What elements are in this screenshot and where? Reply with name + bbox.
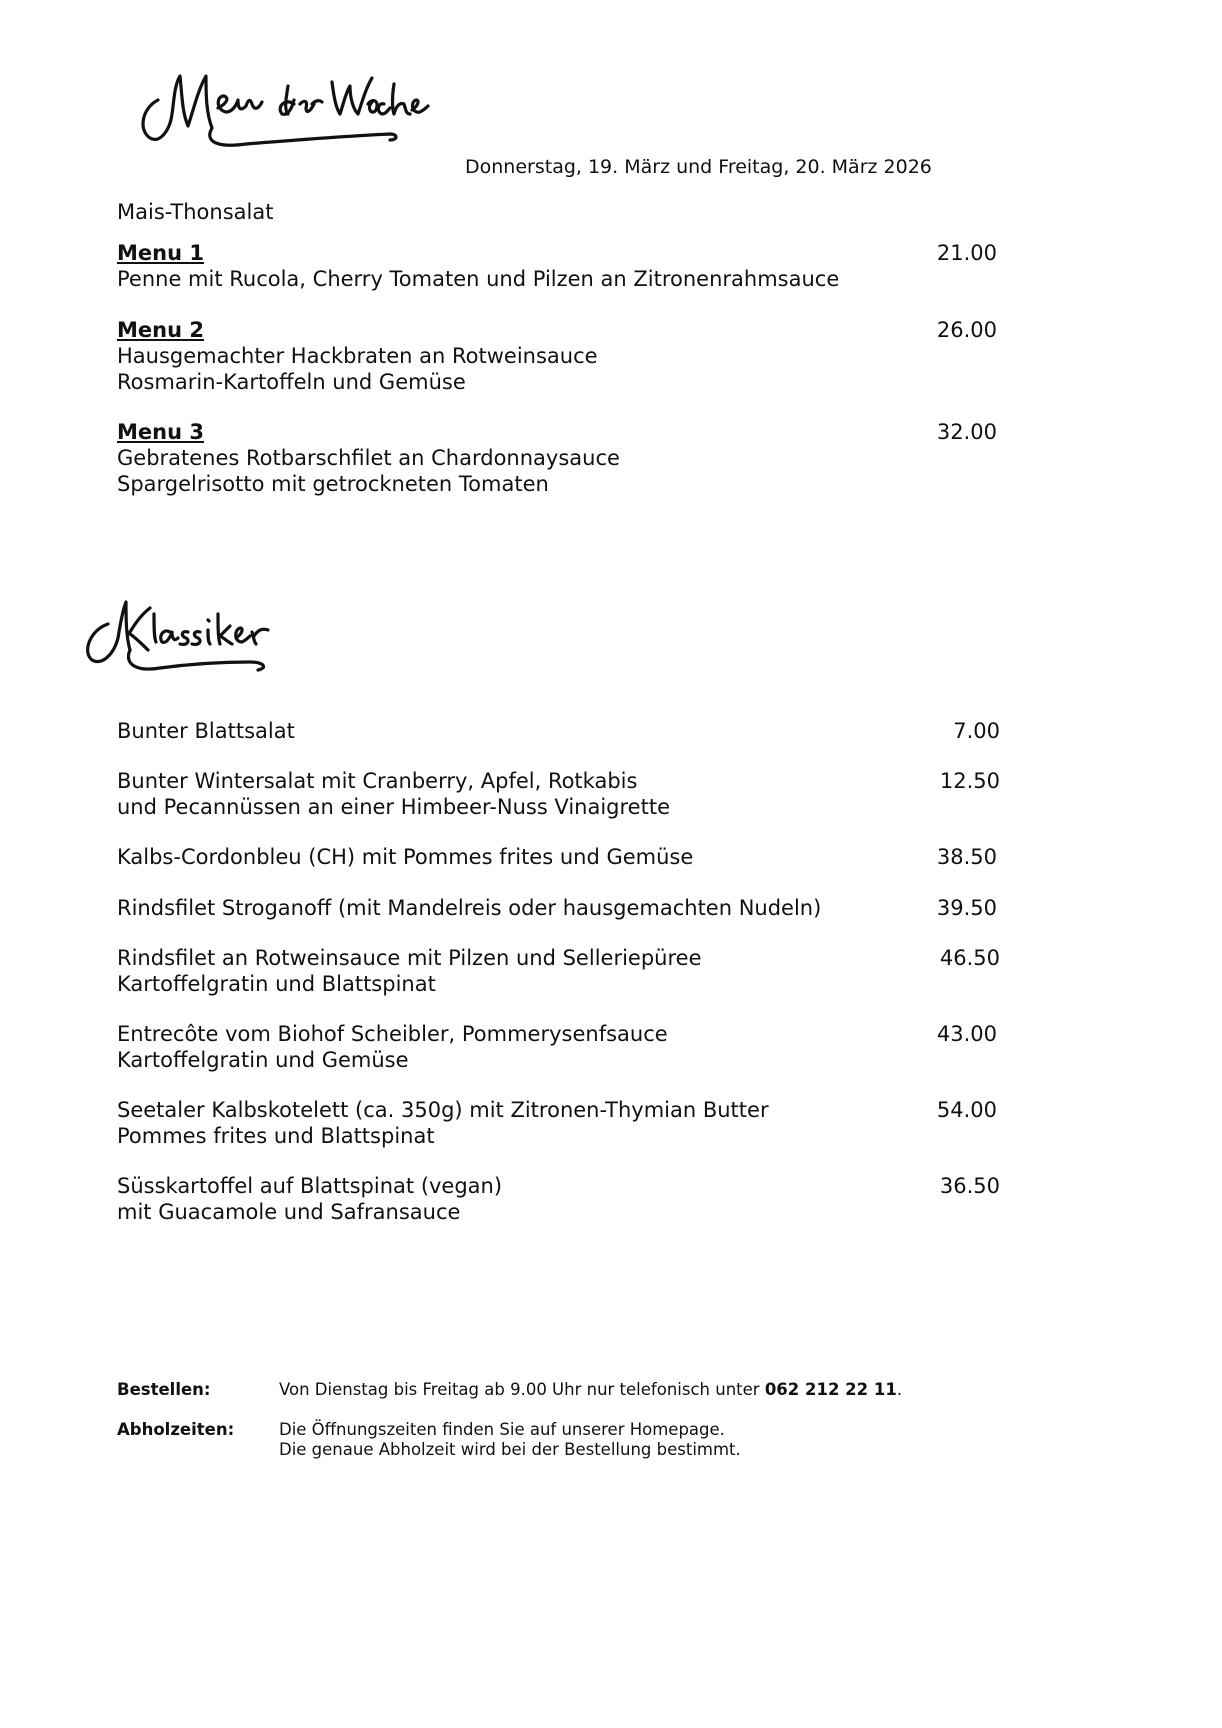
menu-description: Penne mit Rucola, Cherry Tomaten und Pilzen an Zitronenrahmsauce: [117, 267, 840, 291]
classic-row: [117, 945, 1000, 971]
menu-title: Menu 2: [117, 318, 204, 342]
starter-item: Mais-Thonsalat: [117, 200, 274, 224]
classic-description: Süsskartoffel auf Blattspinat (vegan): [117, 1174, 503, 1198]
handwritten-logo-menu-der-woche: [136, 64, 436, 154]
pickup-text: [279, 1420, 741, 1460]
menu-description: Gebratenes Rotbarschfilet an Chardonnaysauce: [117, 446, 620, 470]
classic-row: [117, 1173, 1000, 1199]
classic-row: [117, 1097, 997, 1123]
classic-item-2: [117, 768, 1000, 820]
order-text: [279, 1380, 902, 1400]
classic-description: Bunter Wintersalat mit Cranberry, Apfel, Rotkabis: [117, 769, 638, 793]
classic-row: [117, 1021, 997, 1047]
classic-price: 7.00: [953, 719, 1000, 743]
classic-item-3: [117, 844, 997, 870]
menu-date: Donnerstag, 19. März und Freitag, 20. März 2026: [465, 156, 932, 178]
classic-item-6: [117, 1021, 997, 1073]
menu-description: Spargelrisotto mit getrockneten Tomaten: [117, 472, 549, 496]
classic-description: Kartoffelgratin und Gemüse: [117, 1048, 409, 1072]
classic-price: 12.50: [939, 769, 1000, 793]
menu-title-row: [117, 317, 997, 343]
classic-item-1: [117, 718, 1000, 744]
classic-description: Kartoffelgratin und Blattspinat: [117, 972, 436, 996]
pickup-line-2: Die genaue Abholzeit wird bei der Bestellung bestimmt.: [279, 1440, 741, 1459]
classic-item-4: [117, 895, 997, 921]
menu-title: Menu 1: [117, 241, 204, 265]
classic-description: Entrecôte vom Biohof Scheibler, Pommerysenfsauce: [117, 1022, 668, 1046]
weekly-menu-3: [117, 419, 997, 497]
classic-price: 54.00: [936, 1098, 997, 1122]
classic-item-8: [117, 1173, 1000, 1225]
order-label: Bestellen:: [117, 1380, 211, 1399]
classic-price: 39.50: [936, 896, 997, 920]
classic-description: Bunter Blattsalat: [117, 719, 295, 743]
classic-row: [117, 768, 1000, 794]
classic-description: Rindsfilet an Rotweinsauce mit Pilzen und Selleriepüree: [117, 946, 702, 970]
menu-price: 32.00: [936, 420, 997, 444]
classic-item-5: [117, 945, 1000, 997]
classic-description: und Pecannüssen an einer Himbeer-Nuss Vinaigrette: [117, 795, 670, 819]
order-text-main: Von Dienstag bis Freitag ab 9.00 Uhr nur telefonisch unter: [279, 1380, 765, 1399]
classic-row: [117, 718, 1000, 744]
classic-row: [117, 844, 997, 870]
menu-title-row: [117, 240, 997, 266]
classic-price: 43.00: [936, 1022, 997, 1046]
pickup-label: Abholzeiten:: [117, 1420, 235, 1439]
handwritten-logo-klassiker: [80, 594, 290, 684]
menu-title: Menu 3: [117, 420, 204, 444]
menu-title-row: [117, 419, 997, 445]
classic-price: 46.50: [939, 946, 1000, 970]
menu-price: 21.00: [936, 241, 997, 265]
heading-menu-der-woche: [136, 64, 436, 154]
classic-item-7: [117, 1097, 997, 1149]
heading-klassiker: [80, 594, 290, 684]
menu-description: Hausgemachter Hackbraten an Rotweinsauce: [117, 344, 598, 368]
classic-row: [117, 895, 997, 921]
weekly-menu-2: [117, 317, 997, 395]
weekly-menu-1: [117, 240, 997, 292]
classic-description: mit Guacamole und Safransauce: [117, 1200, 461, 1224]
order-info: [117, 1380, 1017, 1402]
classic-description: Kalbs-Cordonbleu (CH) mit Pommes frites und Gemüse: [117, 845, 694, 869]
menu-description: Rosmarin-Kartoffeln und Gemüse: [117, 370, 466, 394]
classic-description: Pommes frites und Blattspinat: [117, 1124, 435, 1148]
classic-price: 38.50: [936, 845, 997, 869]
classic-description: Rindsfilet Stroganoff (mit Mandelreis oder hausgemachten Nudeln): [117, 896, 822, 920]
pickup-info: [117, 1420, 1017, 1464]
classic-description: Seetaler Kalbskotelett (ca. 350g) mit Zitronen-Thymian Butter: [117, 1098, 769, 1122]
order-phone: 062 212 22 11: [764, 1380, 897, 1399]
order-text-end: .: [896, 1380, 903, 1399]
menu-price: 26.00: [936, 318, 997, 342]
pickup-line-1: Die Öffnungszeiten finden Sie auf unserer Homepage.: [279, 1420, 725, 1439]
classic-price: 36.50: [939, 1174, 1000, 1198]
